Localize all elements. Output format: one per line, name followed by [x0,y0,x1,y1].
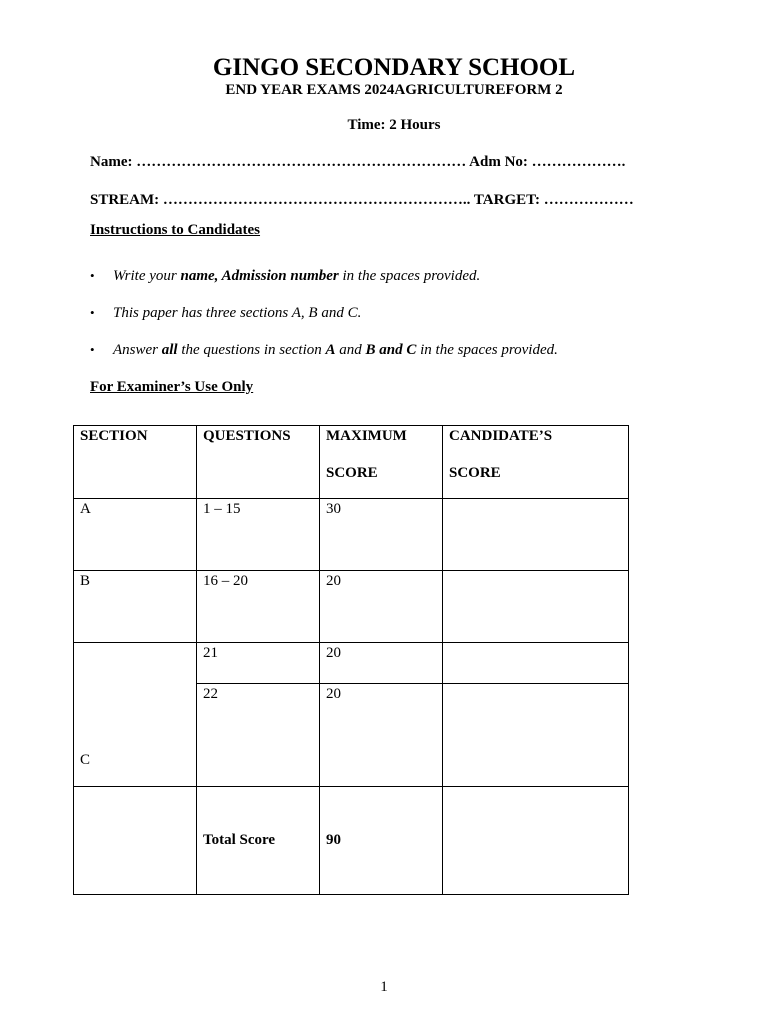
stream-target-field: STREAM: …………………………………………………….. TARGET: ……………… [90,192,634,208]
total-row [74,787,629,895]
candidate-score-cell [443,571,629,643]
header-section: SECTION [74,426,197,499]
header-maximum-score: MAXIMUM SCORE [320,426,443,499]
table-row [74,571,629,643]
school-title: GINGO SECONDARY SCHOOL [212,54,576,81]
header-questions: QUESTIONS [197,426,320,499]
instructions-heading: Instructions to Candidates [90,222,261,238]
total-max-score: 90 [320,787,443,895]
questions-cell: 16 – 20 [197,571,320,643]
instruction-item: • Answer all the questions in section A and B and C in the spaces provided. [90,342,558,358]
table-header-row [74,426,629,499]
exam-title: END YEAR EXAMS 2024AGRICULTUREFORM 2 [225,82,563,98]
page-number: 1 [380,979,388,995]
section-cell [74,787,197,895]
candidate-total-cell [443,787,629,895]
examiner-heading: For Examiner’s Use Only [90,379,254,395]
max-score-cell: 30 [320,499,443,571]
max-score-cell: 20 [320,571,443,643]
score-table [73,425,629,895]
max-score-cell: 20 [320,643,443,684]
questions-cell: 21 [197,643,320,684]
instruction-item: • Write your name, Admission number in the spaces provided. [90,268,481,284]
section-cell: B [74,571,197,643]
instruction-item: • This paper has three sections A, B and C. [90,305,362,321]
header-candidate-score: CANDIDATE’S SCORE [443,426,629,499]
bullet-icon: • [90,305,95,320]
bullet-icon: • [90,342,95,357]
section-cell: C [74,643,197,787]
questions-cell: 1 – 15 [197,499,320,571]
total-label: Total Score [197,787,320,895]
name-admno-field: Name: ………………………………………………………… Adm No: ………………. [90,154,626,170]
candidate-score-cell [443,684,629,787]
bullet-icon: • [90,268,95,283]
table-row [74,643,629,684]
candidate-score-cell [443,643,629,684]
candidate-score-cell [443,499,629,571]
time-allowed: Time: 2 Hours [347,117,441,133]
table-row [74,499,629,571]
section-cell: A [74,499,197,571]
questions-cell: 22 [197,684,320,787]
max-score-cell: 20 [320,684,443,787]
